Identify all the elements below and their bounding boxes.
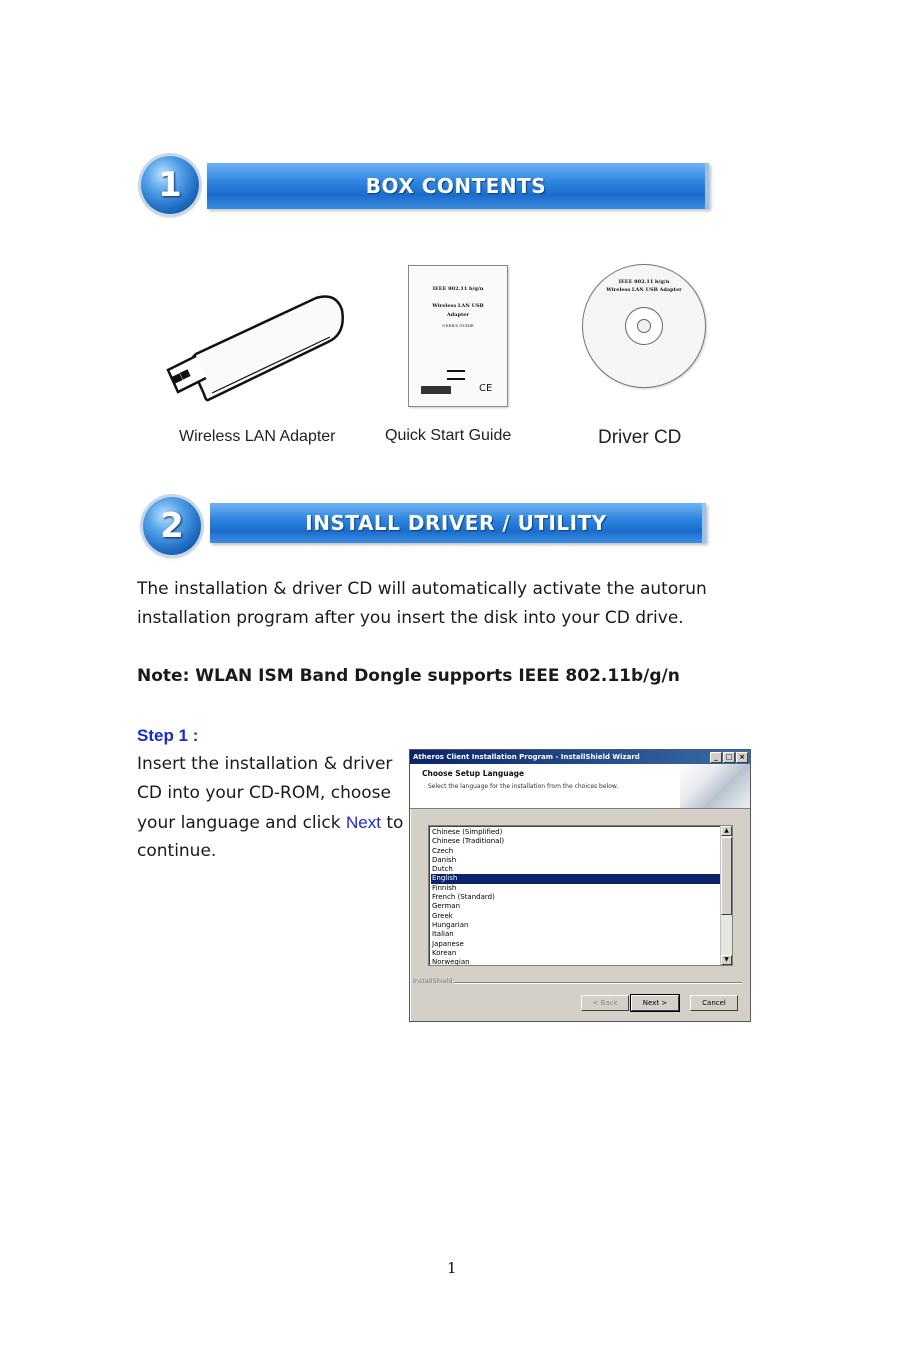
cd-label-line: IEEE 802.11 b/g/n bbox=[618, 279, 670, 285]
note: Note: WLAN ISM Band Dongle supports IEEE 802.11b/g/n bbox=[137, 666, 680, 686]
language-option[interactable]: Czech bbox=[432, 846, 454, 855]
language-option[interactable]: Italian bbox=[432, 930, 454, 939]
language-option[interactable]: English bbox=[431, 874, 720, 883]
scroll-thumb[interactable] bbox=[721, 837, 732, 915]
back-button[interactable]: < Back bbox=[581, 995, 629, 1011]
cancel-button[interactable]: Cancel bbox=[690, 995, 738, 1011]
section-title: BOX CONTENTS bbox=[365, 174, 547, 198]
language-option[interactable]: Danish bbox=[432, 855, 457, 864]
guide-cover-line: USER'S GUIDE bbox=[442, 323, 474, 328]
language-option[interactable]: Greek bbox=[432, 911, 453, 920]
intro-line: The installation & driver CD will automatically activate the autorun bbox=[137, 579, 707, 599]
caption-quick-start-guide: Quick Start Guide bbox=[385, 427, 512, 444]
intro-line: installation program after you insert the disk into your CD drive. bbox=[137, 608, 684, 628]
scroll-up-icon[interactable]: ▲ bbox=[721, 826, 732, 836]
language-option[interactable]: Japanese bbox=[432, 939, 464, 948]
language-list bbox=[431, 828, 720, 966]
quick-start-guide-image bbox=[408, 265, 508, 407]
step-line: continue. bbox=[137, 841, 217, 861]
section-title-bar bbox=[207, 163, 709, 209]
list-scrollbar[interactable] bbox=[720, 826, 732, 965]
caption-wireless-lan-adapter: Wireless LAN Adapter bbox=[179, 428, 336, 445]
language-option[interactable]: Korean bbox=[432, 948, 457, 957]
page-number: 1 bbox=[447, 1259, 457, 1277]
section-number-badge: 2 bbox=[143, 497, 201, 555]
scroll-down-icon[interactable]: ▼ bbox=[721, 955, 732, 965]
guide-brand-mark bbox=[421, 386, 451, 394]
cd-hole-inner bbox=[637, 319, 651, 333]
section-title-bar bbox=[210, 503, 706, 543]
ce-mark: CE bbox=[479, 383, 493, 394]
guide-logo-icon bbox=[447, 370, 465, 380]
step-line: Insert the installation & driver bbox=[137, 754, 393, 774]
step-text: to bbox=[380, 813, 404, 833]
language-listbox[interactable] bbox=[428, 825, 733, 966]
language-option[interactable]: Dutch bbox=[432, 865, 453, 874]
usb-adapter-icon bbox=[160, 290, 360, 410]
section-title: INSTALL DRIVER / UTILITY bbox=[305, 511, 607, 535]
maximize-icon[interactable]: □ bbox=[723, 752, 735, 763]
page-curl-graphic bbox=[680, 764, 750, 808]
dialog-title: Atheros Client Installation Program - InstallShield Wizard bbox=[413, 753, 640, 761]
driver-cd-image bbox=[582, 264, 706, 388]
language-option[interactable]: Norwegian bbox=[432, 958, 470, 966]
language-option[interactable]: Finnish bbox=[432, 883, 457, 892]
next-button[interactable]: Next > bbox=[631, 995, 679, 1011]
next-keyword: Next bbox=[345, 813, 381, 832]
caption-driver-cd: Driver CD bbox=[598, 427, 682, 448]
dialog-title-bar bbox=[410, 750, 750, 764]
dialog-heading: Choose Setup Language bbox=[422, 769, 525, 778]
language-option[interactable]: Chinese (Simplified) bbox=[432, 828, 503, 836]
guide-cover-line: IEEE 802.11 b/g/n bbox=[432, 286, 484, 292]
installshield-dialog bbox=[409, 749, 751, 1022]
dialog-subheading: Select the language for the installation from the choices below. bbox=[428, 783, 619, 790]
step-line: CD into your CD-ROM, choose bbox=[137, 783, 391, 803]
section-number-badge: 1 bbox=[141, 156, 199, 214]
step-line bbox=[137, 808, 403, 838]
step-label: Step 1 : bbox=[137, 726, 199, 745]
guide-cover-line: Adapter bbox=[446, 312, 470, 318]
installshield-label: InstallShield bbox=[413, 977, 453, 985]
minimize-icon[interactable]: _ bbox=[710, 752, 722, 763]
step-text: your language and click bbox=[137, 813, 346, 833]
language-option[interactable]: French (Standard) bbox=[432, 893, 495, 902]
dialog-header bbox=[410, 764, 750, 809]
language-option[interactable]: German bbox=[432, 902, 461, 911]
close-icon[interactable]: × bbox=[736, 752, 748, 763]
cd-label-line: Wireless LAN USB Adapter bbox=[606, 287, 682, 293]
language-option[interactable]: Hungarian bbox=[432, 920, 469, 929]
language-option[interactable]: Chinese (Traditional) bbox=[432, 837, 505, 846]
guide-cover-line: Wireless LAN USB bbox=[432, 303, 484, 309]
divider bbox=[454, 982, 742, 984]
